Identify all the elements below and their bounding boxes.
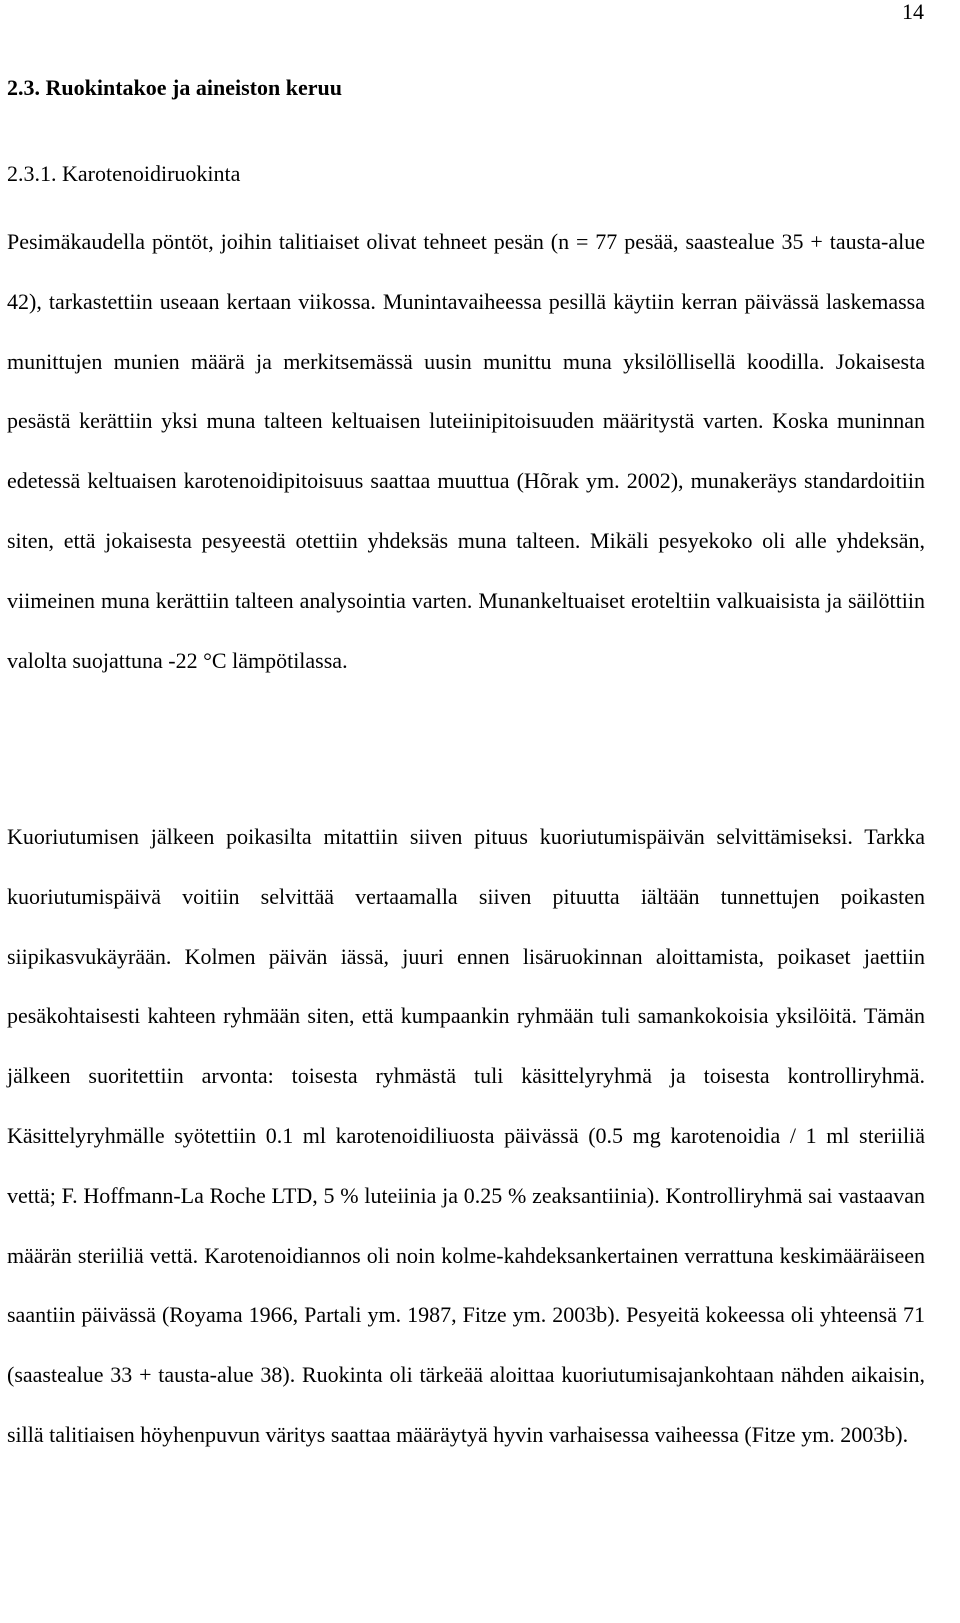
paragraph-nest-monitoring: Pesimäkaudella pöntöt, joihin talitiaiset olivat tehneet pesän (n = 77 pesää, saastealue 35 + tausta-alue 42), tarkastettiin useaan kertaan viikossa. Munintavaiheessa pesillä käytiin kerran päivässä laskemassa munittujen munien määrä ja merkitsemässä uusin munittu muna yksilöllisellä koodilla. Jokaisesta pesästä kerättiin yksi muna talteen keltuaisen luteiinipitoisuuden määritystä varten. Koska muninnan edetessä keltuaisen karotenoidipitoisuus saattaa muuttua (Hõrak ym. 2002), munakeräys standardoitiin siten, että jokaisesta pesyeestä otettiin yhdeksäs muna talteen. Mikäli pesyekoko oli alle yhdeksän, viimeinen muna kerättiin talteen analysointia varten. Munankeltuaiset eroteltiin valkuaisista ja säilöttiin valolta suojattuna -22 °C lämpötilassa. — [7, 229, 925, 673]
section-heading: 2.3. Ruokintakoe ja aineiston keruu — [7, 75, 342, 100]
subsection-heading: 2.3.1. Karotenoidiruokinta — [7, 161, 241, 186]
paragraph-feeding-procedure: Kuoriutumisen jälkeen poikasilta mitattiin siiven pituus kuoriutumispäivän selvittämiseksi. Tarkka kuoriutumispäivä voitiin selvittää vertaamalla siiven pituutta iältään tunnettujen poikasten siipikasvukäyrään. Kolmen päivän iässä, juuri ennen lisäruokinnan aloittamista, poikaset jaettiin pesäkohtaisesti kahteen ryhmään siten, että kumpaankin ryhmään tuli samankokoisia yksilöitä. Tämän jälkeen suoritettiin arvonta: toisesta ryhmästä tuli käsittelyryhmä ja toisesta kontrolliryhmä. Käsittelyryhmälle syötettiin 0.1 ml karotenoidiliuosta päivässä (0.5 mg karotenoidia / 1 ml steriiliä vettä; F. Hoffmann-La Roche LTD, 5 % luteiinia ja 0.25 % zeaksantiinia). Kontrolliryhmä sai vastaavan määrän steriiliä vettä. Karotenoidiannos oli noin kolme-kahdeksankertainen verrattuna keskimääräiseen saantiin päivässä (Royama 1966, Partali ym. 1987, Fitze ym. 2003b). Pesyeitä kokeessa oli yhteensä 71 (saastealue 33 + tausta-alue 38). Ruokinta oli tärkeää aloittaa kuoriutumisajankohtaan nähden aikaisin, sillä talitiaisen höyhenpuvun väritys saattaa määräytyä hyvin varhaisessa vaiheessa (Fitze ym. 2003b). — [7, 824, 925, 1447]
page-number: 14 — [902, 0, 924, 24]
